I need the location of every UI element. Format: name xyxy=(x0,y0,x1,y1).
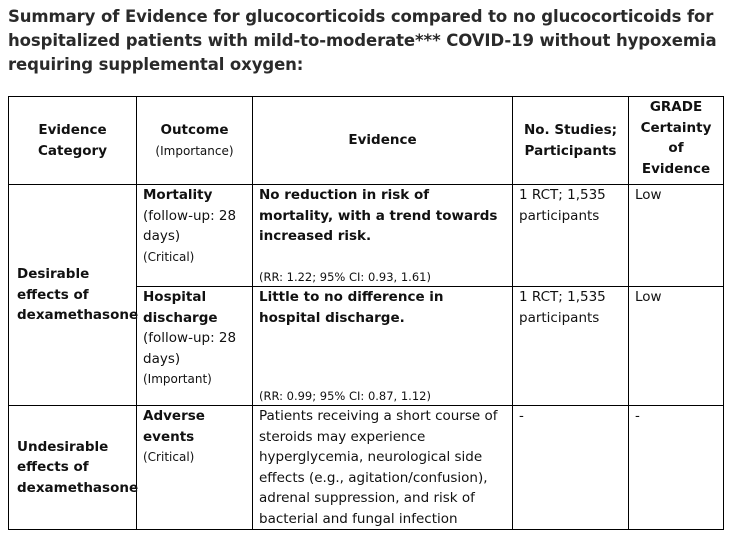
table-row xyxy=(9,185,724,287)
outcome-followup: (follow-up: 28 days) xyxy=(143,330,237,367)
header-evidence-category: Evidence Category xyxy=(9,97,137,185)
grade-cell: Low xyxy=(629,287,724,406)
header-evidence: Evidence xyxy=(253,97,513,185)
table-header-row xyxy=(9,97,724,185)
studies-cell: 1 RCT; 1,535 participants xyxy=(513,287,629,406)
outcome-importance: (Critical) xyxy=(143,450,195,464)
header-grade: GRADE Certainty of Evidence xyxy=(629,97,724,185)
category-cell: Undesirable effects of dexamethasone xyxy=(9,406,137,530)
outcome-cell xyxy=(137,185,253,287)
evidence-summary: Little to no difference in hospital discharge. xyxy=(259,289,444,326)
header-studies: No. Studies; Participants xyxy=(513,97,629,185)
evidence-cell xyxy=(253,287,513,406)
outcome-name: Mortality xyxy=(143,187,213,203)
evidence-cell xyxy=(253,406,513,530)
evidence-summary: Patients receiving a short course of steroids may experience hyperglycemia, neurological side effects (e.g., agitation/confusion), adrenal suppression, and risk of bacterial and fungal infection xyxy=(259,408,498,527)
outcome-cell xyxy=(137,406,253,530)
studies-cell: 1 RCT; 1,535 participants xyxy=(513,185,629,287)
outcome-cell xyxy=(137,287,253,406)
evidence-stats: (RR: 1.22; 95% CI: 0.93, 1.61) xyxy=(259,270,431,284)
evidence-stats: (RR: 0.99; 95% CI: 0.87, 1.12) xyxy=(259,389,431,403)
outcome-followup: (follow-up: 28 days) xyxy=(143,207,237,244)
outcome-name: Adverse events xyxy=(143,408,205,445)
evidence-summary: No reduction in risk of mortality, with a trend towards increased risk. xyxy=(259,187,498,244)
grade-cell: Low xyxy=(629,185,724,287)
page-title: Summary of Evidence for glucocorticoids compared to no glucocorticoids for hospitalized patients with mild-to-moderate*** COVID-19 without hypoxemia requiring supplemental oxygen: xyxy=(8,7,717,74)
table-row xyxy=(9,406,724,530)
category-cell: Desirable effects of dexamethasone xyxy=(9,185,137,406)
outcome-name: Hospital discharge xyxy=(143,289,218,326)
evidence-cell xyxy=(253,185,513,287)
header-outcome-importance: (Importance) xyxy=(155,143,234,158)
outcome-importance: (Critical) xyxy=(143,249,195,264)
outcome-importance: (Important) xyxy=(143,372,212,386)
grade-cell: - xyxy=(629,406,724,530)
evidence-table xyxy=(8,96,724,530)
header-outcome: Outcome (Importance) xyxy=(137,97,253,185)
studies-cell: - xyxy=(513,406,629,530)
